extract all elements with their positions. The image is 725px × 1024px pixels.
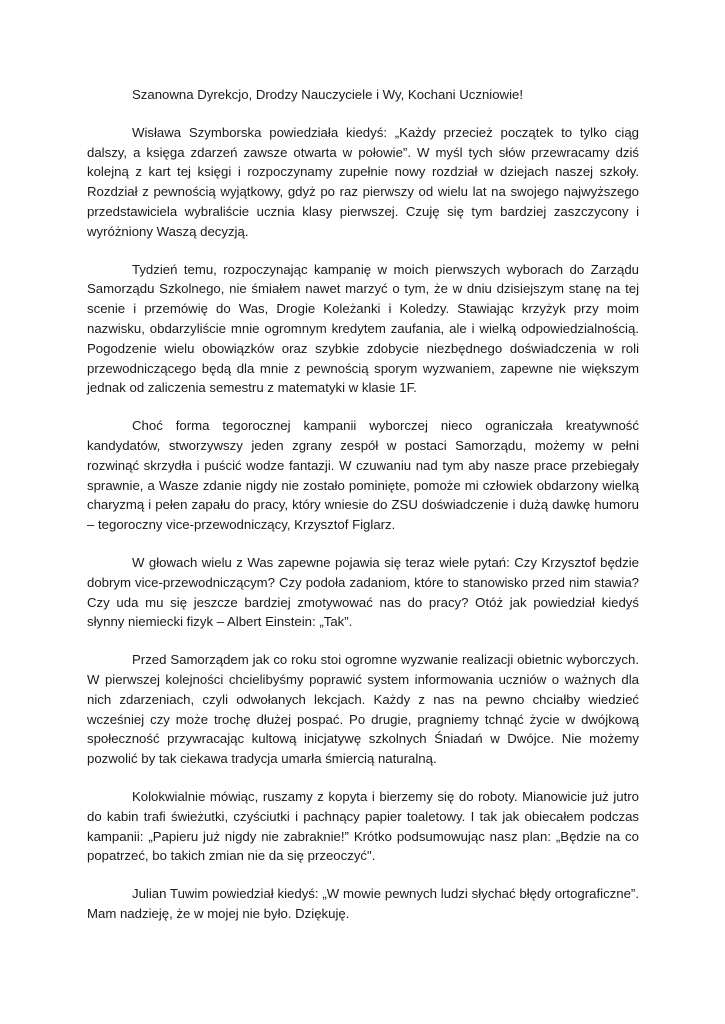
paragraph-plan: Kolokwialnie mówiąc, ruszamy z kopyta i bierzemy się do roboty. Mianowicie już jutro do kabin trafi świeżutki, czyściutki i pachnący papier toaletowy. I tak jak obiecałem podczas kampanii: „Papieru już nigdy nie zabraknie!” Krótko podsumowując nasz plan: „Będzie na co popatrzeć, bo takich zmian nie da się przeoczyć". xyxy=(87,788,639,864)
paragraph-szymborska-quote: Wisława Szymborska powiedziała kiedyś: „Każdy przecież początek to tylko ciąg dalszy, a księga zdarzeń zawsze otwarta w połowie”. W myśl tych słów przewracamy dziś kolejną z kart tej księgi i rozpoczynamy zupełnie nowy rozdział w dziejach naszej szkoły. Rozdział z pewnością wyjątkowy, gdyż po raz pierwszy od wielu lat na swojego najwyższego przedstawiciela wybraliście ucznia klasy pierwszej. Czuję się tym bardziej zaszczycony i wyróżniony Waszą decyzją. xyxy=(87,124,639,239)
paragraph-team: Choć forma tegorocznej kampanii wyborczej nieco ograniczała kreatywność kandydatów, stworzywszy jeden zgrany zespół w postaci Samorządu, możemy w pełni rozwinąć skrzydła i puścić wodze fantazji. W czuwaniu nad tym aby nasze prace przebiegały sprawnie, a Wasze zdanie nigdy nie zostało pominięte, pomoże mi człowiek obdarzony wielką charyzmą i pełen zapału do pracy, który wniesie do ZSU doświadczenie i dużą dawkę humoru – tegoroczny vice-przewodniczący, Krzysztof Figlarz. xyxy=(87,418,639,533)
paragraph-closing: Julian Tuwim powiedział kiedyś: „W mowie pewnych ludzi słychać błędy ortograficzne”. Mam nadzieję, że w mojej nie było. Dziękuję. xyxy=(87,886,639,921)
paragraph-questions: W głowach wielu z Was zapewne pojawia się teraz wiele pytań: Czy Krzysztof będzie dobrym vice-przewodniczącym? Czy podoła zadaniom, które to stanowisko przed nim stawia? Czy uda mu się jeszcze bardziej zmotywować nas do pracy? Otóż jak powiedział kiedyś słynny niemiecki fizyk – Albert Einstein: „Tak”. xyxy=(87,554,639,630)
paragraph-promises: Przed Samorządem jak co roku stoi ogromne wyzwanie realizacji obietnic wyborczych. W pierwszej kolejności chcielibyśmy poprawić system informowania uczniów o ważnych dla nich zdarzeniach, czyli odwołanych lekcjach. Każdy z nas na pewno chciałby wiedzieć wcześniej czy może trochę dłużej pospać. Po drugie, pragniemy tchnąć życie w dwójkową społeczność przywracając kultową inicjatywę szkolnych Śniadań w Dwójce. Nie możemy pozwolić by tak ciekawa tradycja umarła śmiercią naturalną. xyxy=(87,652,639,767)
speech-text xyxy=(87,85,639,942)
paragraph-campaign: Tydzień temu, rozpoczynając kampanię w moich pierwszych wyborach do Zarządu Samorządu Szkolnego, nie śmiałem nawet marzyć o tym, że w dniu dzisiejszym stanę na tej scenie i przemówię do Was, Drogie Koleżanki i Koledzy. Stawiając krzyżyk przy moim nazwisku, obdarzyliście mnie ogromnym kredytem zaufania, ale i wielką odpowiedzialnością. Pogodzenie wielu obowiązków oraz szybkie zdobycie niezbędnego doświadczenia w roli przewodniczącego będą dla mnie z pewnością sporym wyzwaniem, zapewne nie większym jednak od zaliczenia semestru z matematyki w klasie 1F. xyxy=(87,261,639,396)
greeting: Szanowna Dyrekcjo, Drodzy Nauczyciele i Wy, Kochani Uczniowie! xyxy=(132,87,524,102)
